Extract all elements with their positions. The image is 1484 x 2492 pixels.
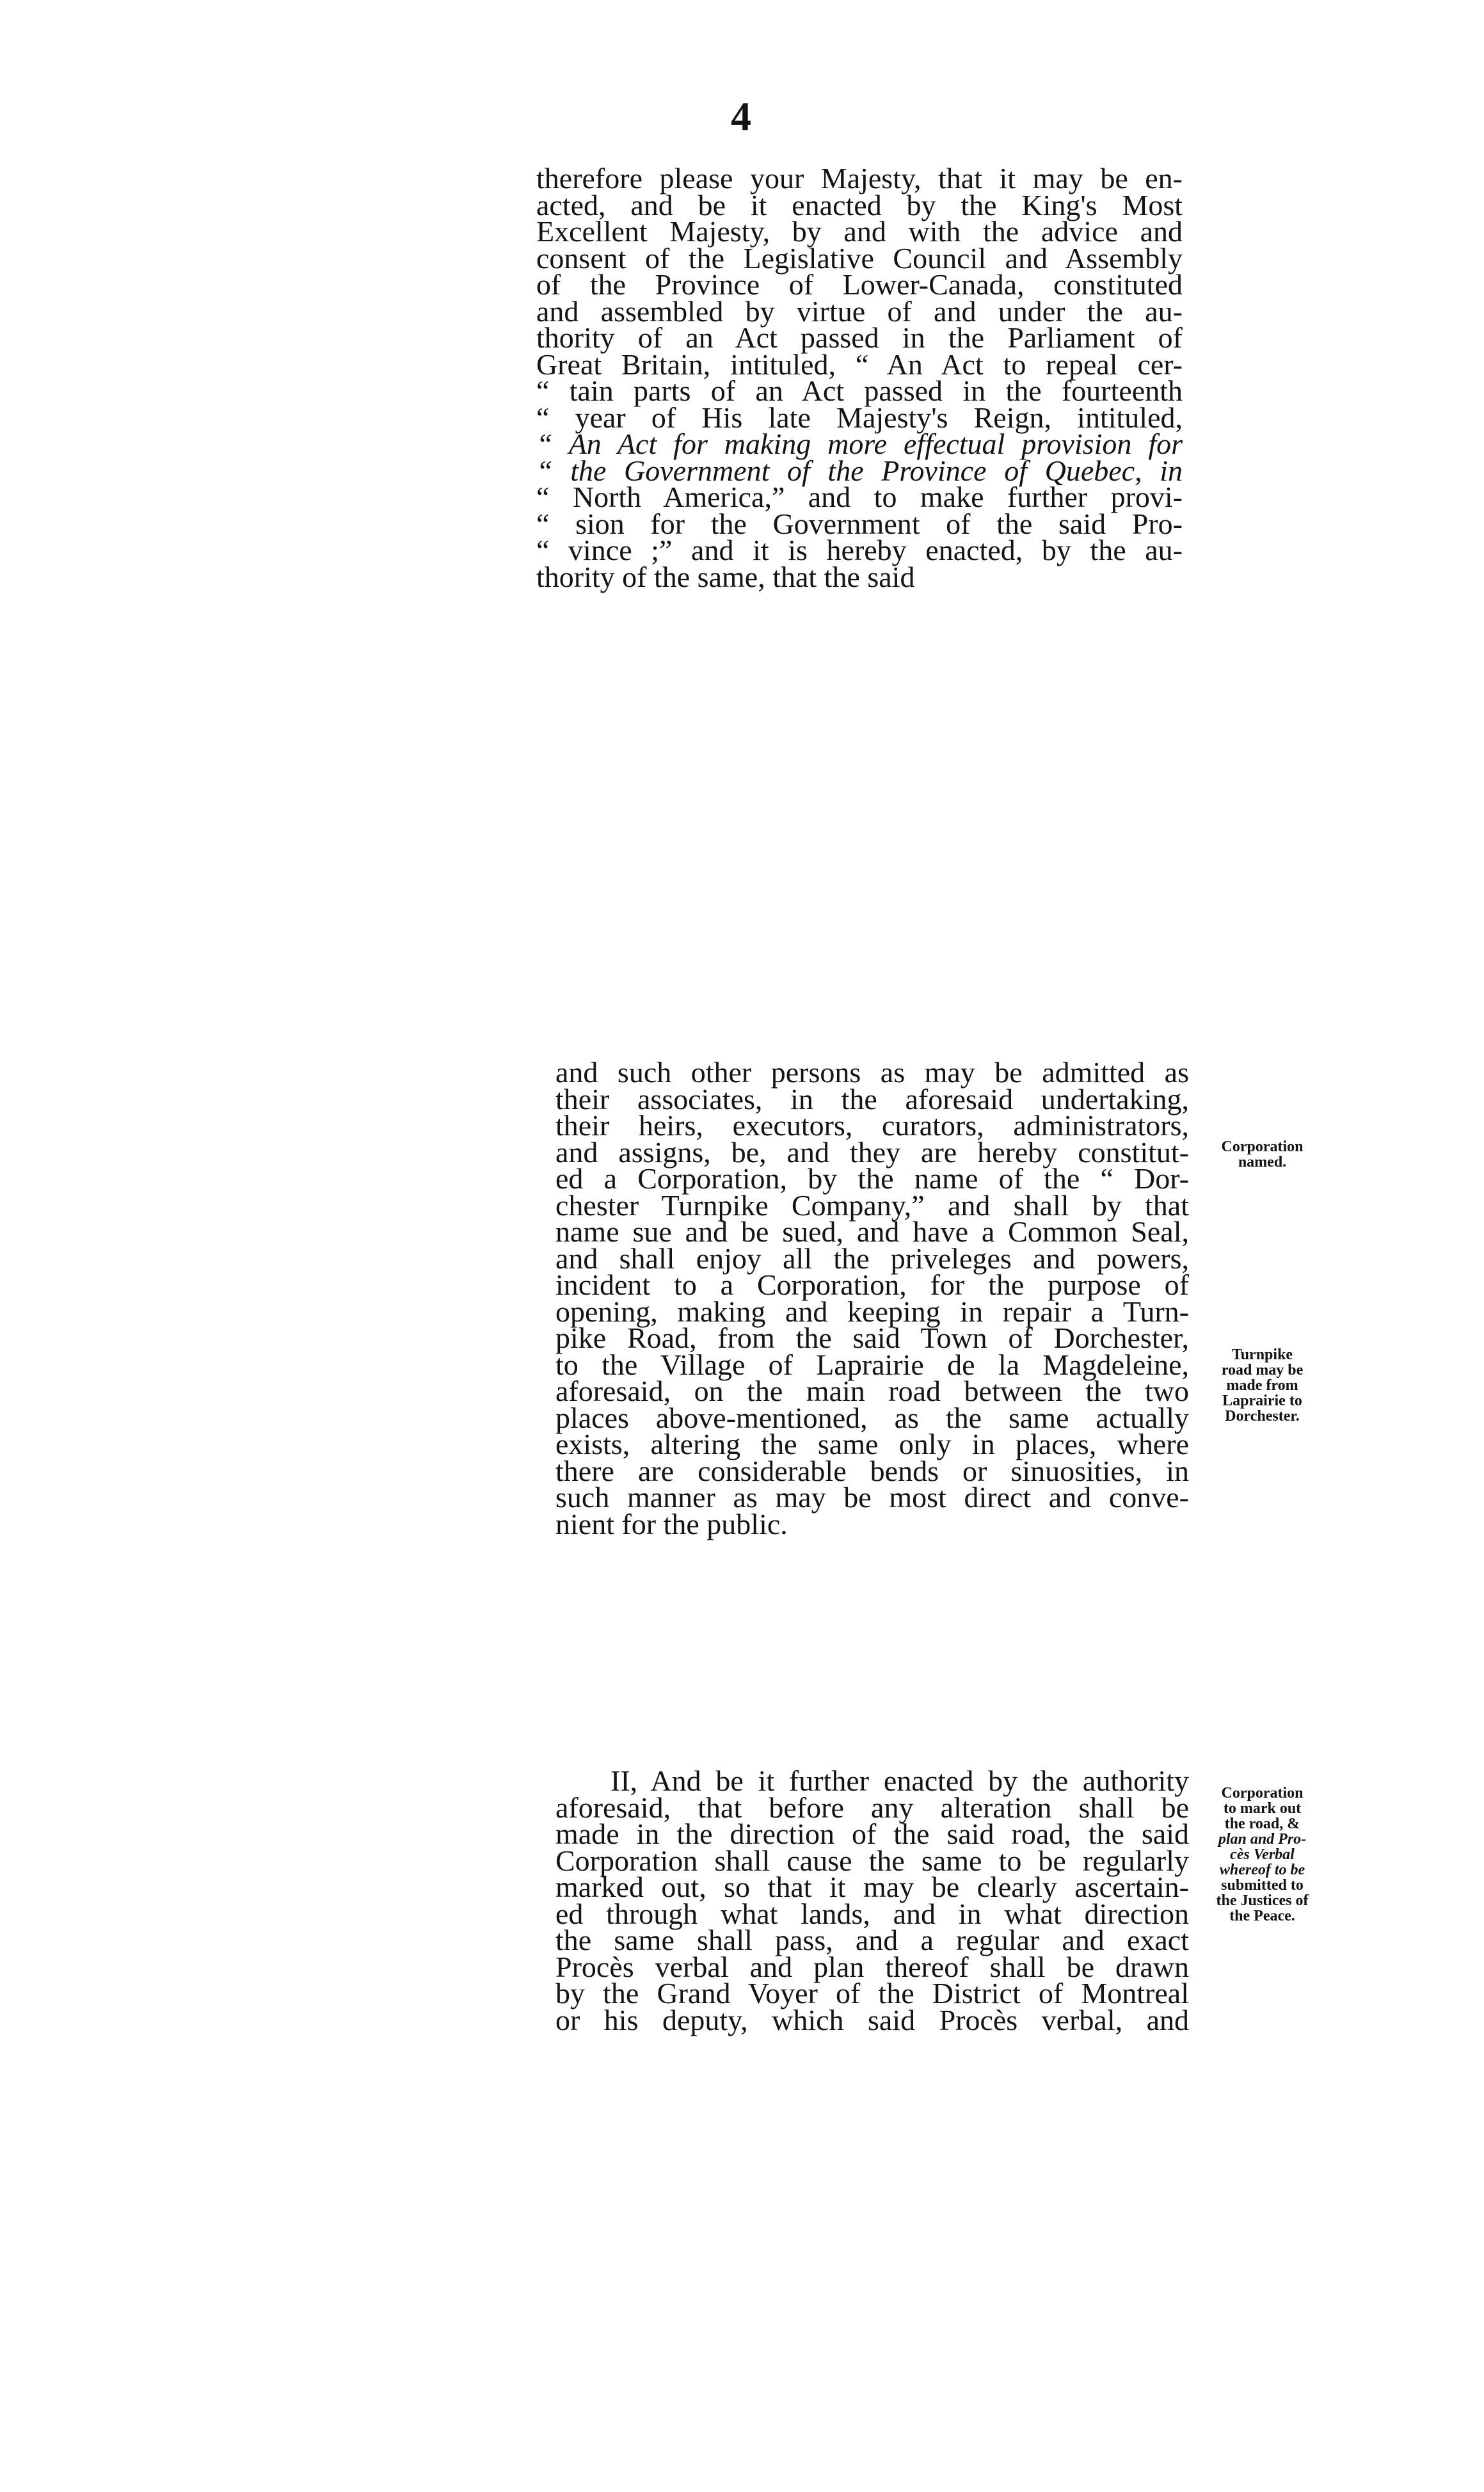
paragraph-preamble <box>536 162 1183 593</box>
margin-note-mark-out-road <box>1190 1785 1334 1924</box>
text-line: II, And be it further enacted by the authority <box>610 1764 1189 1797</box>
margin-note-line: named. <box>1238 1154 1287 1170</box>
text-line: and shall enjoy all the priveleges and powers, <box>555 1242 1189 1275</box>
paragraph-corporation <box>555 1056 1189 1540</box>
text-line: made in the direction of the said road, the said <box>555 1817 1189 1850</box>
text-line: “ year of His late Majesty's Reign, intituled, <box>536 401 1183 434</box>
paragraph-section-ii <box>555 1764 1189 2036</box>
text-line: pike Road, from the said Town of Dorchester, <box>555 1322 1189 1354</box>
text-line: the same shall pass, and a regular and exact <box>555 1924 1189 1956</box>
text-line: places above-mentioned, as the same actually <box>555 1401 1189 1434</box>
text-line: therefore please your Majesty, that it may be en- <box>536 162 1183 195</box>
text-line-italic: “ the Government of the Province of Quebec, in <box>536 454 1183 487</box>
text-line: and assembled by virtue of and under the au- <box>536 294 1183 328</box>
text-line: opening, making and keeping in repair a Turn- <box>555 1295 1189 1328</box>
margin-note-line: Corporation <box>1221 1138 1304 1155</box>
margin-note-line: cès Verbal <box>1230 1846 1295 1863</box>
margin-note-corporation-named <box>1190 1139 1334 1170</box>
text-line: there are considerable bends or sinuosities, in <box>555 1454 1189 1487</box>
text-line: consent of the Legislative Council and Assembly <box>536 241 1183 275</box>
text-line: and assigns, be, and they are hereby constitut- <box>555 1135 1189 1169</box>
text-line: thority of an Act passed in the Parliament of <box>536 321 1183 354</box>
margin-note-turnpike-road <box>1190 1347 1334 1424</box>
margin-note-line: submitted to <box>1221 1877 1304 1894</box>
text-line: ed a Corporation, by the name of the “ Dor- <box>555 1162 1189 1195</box>
text-line: thority of the same, that the said <box>536 560 915 593</box>
text-line: nient for the public. <box>555 1507 788 1540</box>
margin-note-line: whereof to be <box>1219 1862 1305 1878</box>
text-line: “ sion for the Government of the said Pro- <box>536 507 1183 540</box>
text-line: their associates, in the aforesaid undertaking, <box>555 1082 1189 1115</box>
margin-note-line: made from <box>1226 1377 1298 1394</box>
margin-note-line: Laprairie to <box>1222 1393 1302 1409</box>
text-line: “ tain parts of an Act passed in the fourteenth <box>536 374 1183 407</box>
text-line-italic: “ An Act for making more effectual provision for <box>536 427 1183 460</box>
margin-note-line: the Peace. <box>1229 1908 1295 1924</box>
text-line: “ North America,” and to make further provi- <box>536 481 1183 513</box>
margin-note-line: Turnpike <box>1231 1346 1293 1363</box>
text-line: Procès verbal and plan thereof shall be drawn <box>555 1950 1189 1983</box>
text-line: such manner as may be most direct and conve- <box>555 1481 1189 1514</box>
text-line: marked out, so that it may be clearly ascertain- <box>555 1871 1189 1903</box>
text-line: Great Britain, intituled, “ An Act to repeal cer- <box>536 347 1183 381</box>
text-line: aforesaid, that before any alteration shall be <box>555 1791 1189 1824</box>
text-line: Excellent Majesty, by and with the advice and <box>536 215 1183 248</box>
text-line: name sue and be sued, and have a Common Seal, <box>555 1215 1189 1248</box>
text-line: acted, and be it enacted by the King's Most <box>536 188 1183 221</box>
margin-note-line: the Justices of <box>1216 1892 1309 1909</box>
text-line: by the Grand Voyer of the District of Montreal <box>555 1977 1189 2009</box>
text-line: to the Village of Laprairie de la Magdeleine, <box>555 1348 1189 1381</box>
text-line: chester Turnpike Company,” and shall by that <box>555 1188 1189 1222</box>
margin-note-line: Corporation <box>1221 1785 1304 1801</box>
margin-note-line: Dorchester. <box>1225 1408 1300 1425</box>
text-line: Corporation shall cause the same to be regularly <box>555 1844 1189 1877</box>
margin-note-line: plan and Pro- <box>1218 1831 1307 1848</box>
text-line: aforesaid, on the main road between the two <box>555 1375 1189 1407</box>
page-number: 4 <box>731 93 751 139</box>
text-line: exists, altering the same only in places, where <box>555 1428 1189 1460</box>
margin-note-line: road may be <box>1221 1362 1304 1378</box>
text-line: of the Province of Lower-Canada, constituted <box>536 268 1183 301</box>
text-line: incident to a Corporation, for the purpose of <box>555 1268 1189 1301</box>
margin-note-line: to mark out <box>1223 1800 1302 1817</box>
text-line: and such other persons as may be admitted as <box>555 1056 1189 1089</box>
text-line: their heirs, executors, curators, administrators, <box>555 1109 1189 1142</box>
text-line: or his deputy, which said Procès verbal, and <box>555 2003 1189 2036</box>
margin-note-line: the road, & <box>1224 1816 1300 1832</box>
text-line: “ vince ;” and it is hereby enacted, by the au- <box>536 534 1183 566</box>
text-line: ed through what lands, and in what direction <box>555 1897 1189 1930</box>
